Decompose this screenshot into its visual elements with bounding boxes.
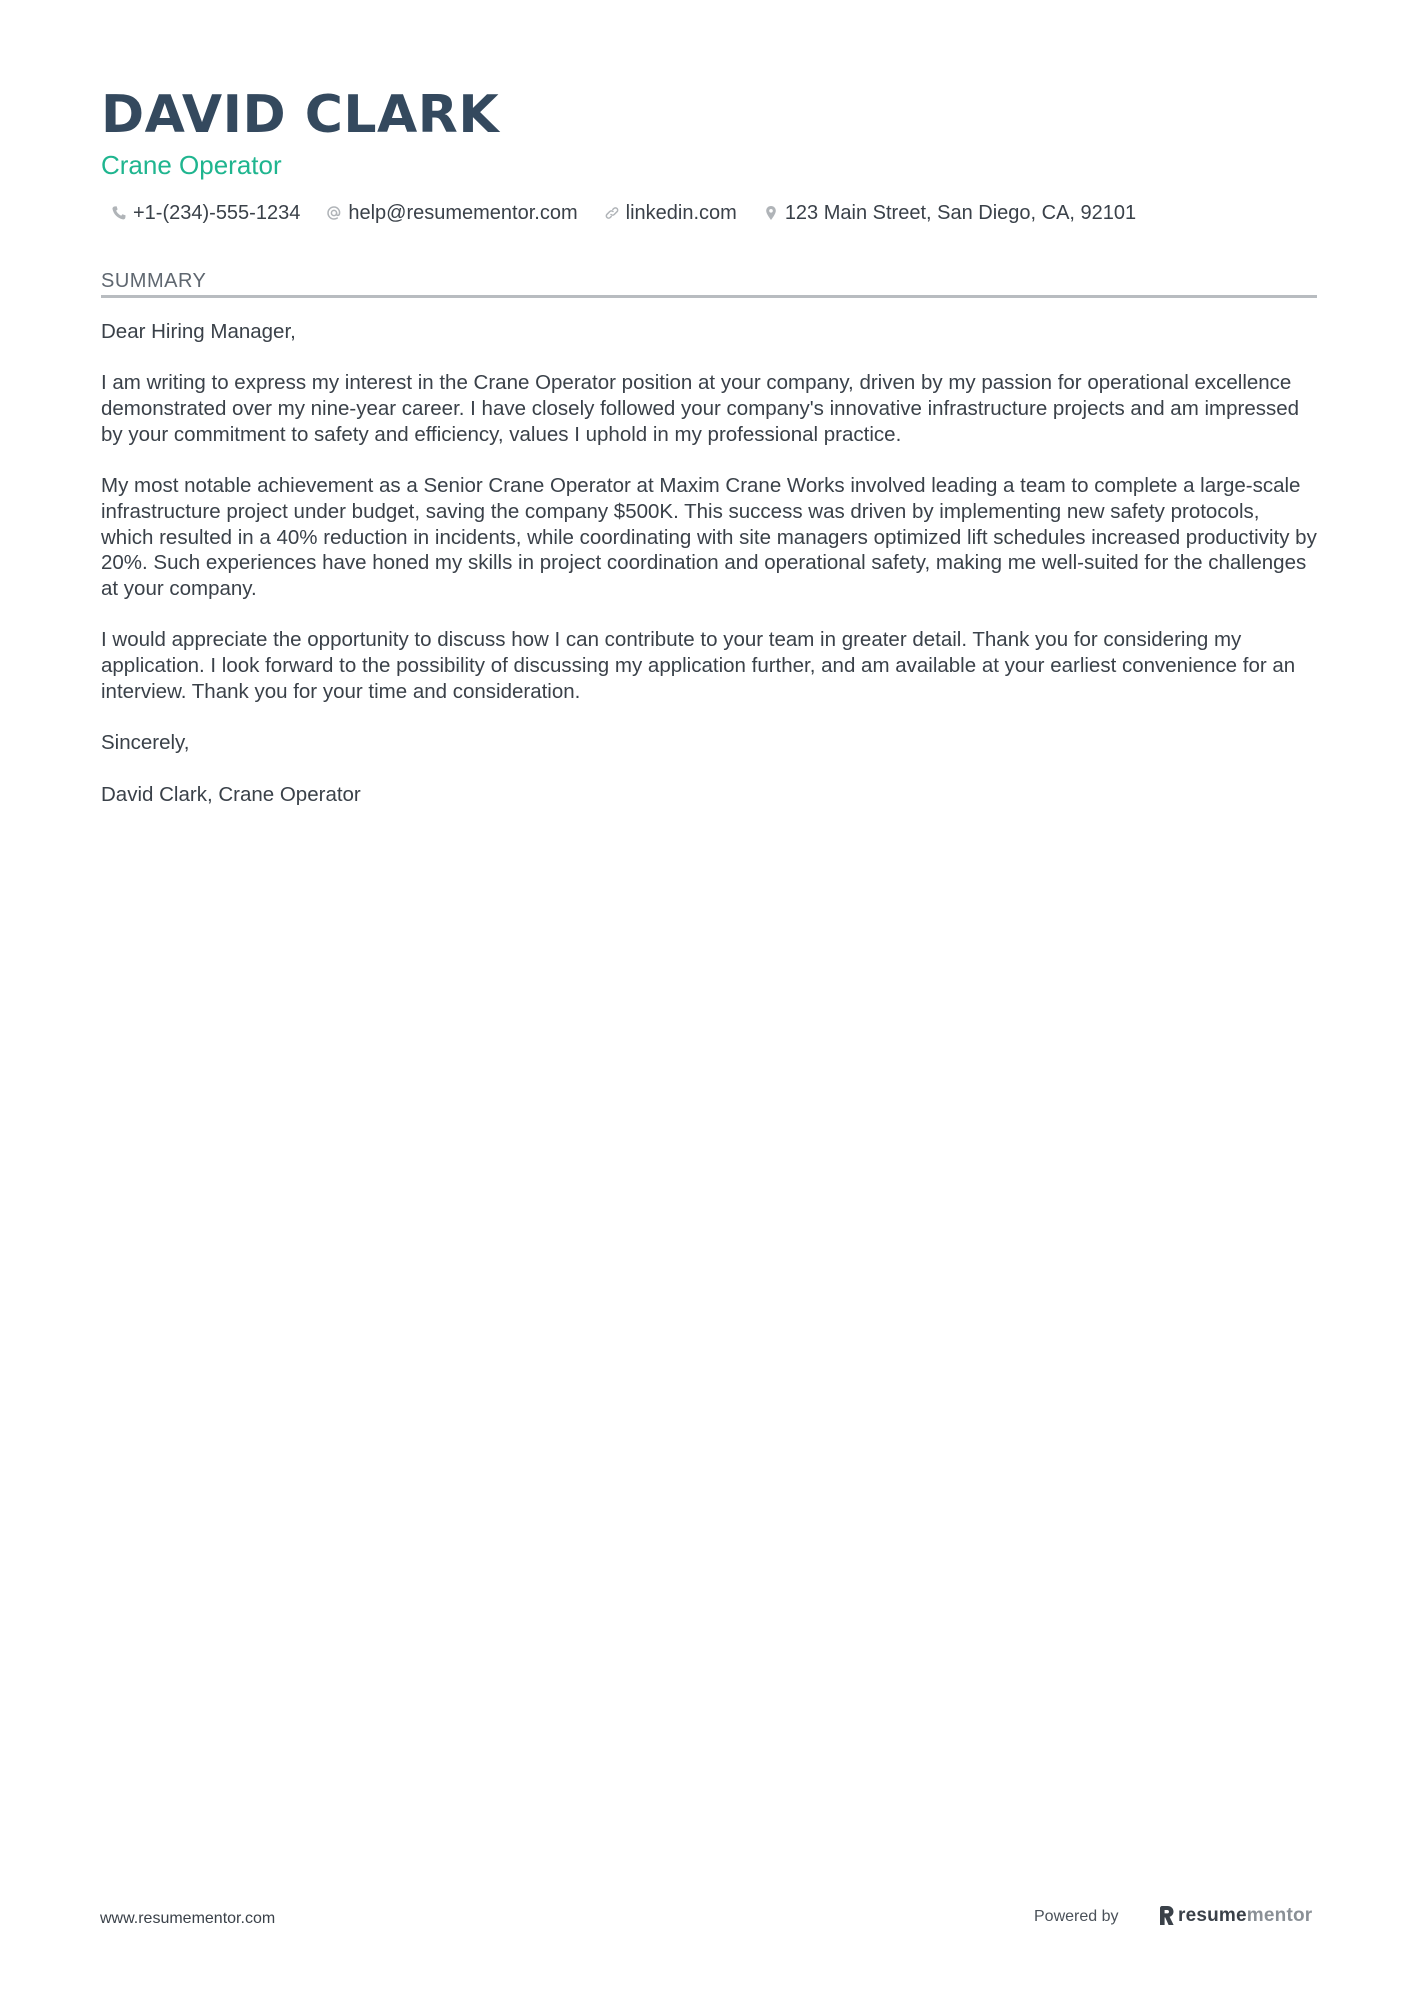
letter-paragraph: I would appreciate the opportunity to discuss how I can contribute to your team in greater detail. Thank you for considering my application. I look forward to the possibility of discussing my application further, and am available at your earliest convenience for an interview. Thank you for your time and consideration. bbox=[101, 628, 1296, 703]
resumementor-logo-icon bbox=[1158, 1905, 1175, 1927]
phone-icon bbox=[111, 205, 127, 221]
closing: Sincerely, bbox=[101, 731, 190, 755]
location-pin-icon bbox=[763, 205, 779, 221]
signature: David Clark, Crane Operator bbox=[101, 782, 361, 806]
brand-text-mentor: mentor bbox=[1246, 1905, 1313, 1926]
brand-text-resume: resume bbox=[1178, 1905, 1247, 1926]
contact-email bbox=[326, 202, 577, 225]
applicant-role: Crane Operator bbox=[101, 150, 282, 180]
at-icon bbox=[326, 205, 342, 221]
letter-body bbox=[101, 319, 1317, 833]
contact-linkedin-text[interactable]: linkedin.com bbox=[625, 201, 737, 224]
footer-url[interactable]: www.resumementor.com bbox=[100, 1910, 276, 1927]
contact-address-text: 123 Main Street, San Diego, CA, 92101 bbox=[784, 201, 1137, 224]
cover-letter-page bbox=[101, 0, 1317, 1995]
letter-paragraph: I am writing to express my interest in the Crane Operator position at your company, driven by my passion for operational excellence demonstrated over my nine-year career. I have closely followed your company's innovative infrastructure projects and am impressed by your commitment to safety and efficiency, values I uphold in my professional practice. bbox=[101, 371, 1300, 446]
contact-phone-text[interactable]: +1-(234)-555-1234 bbox=[133, 201, 301, 224]
contact-address bbox=[763, 202, 1136, 225]
resumementor-logo-text bbox=[1178, 1905, 1312, 1927]
powered-by-label: Powered by bbox=[1034, 1908, 1119, 1925]
applicant-name: DAVID CLARK bbox=[101, 85, 500, 145]
letter-paragraph: My most notable achievement as a Senior Crane Operator at Maxim Crane Works involved leading a team to complete a large-scale infrastructure project under budget, saving the company $500K. This success was driven by implementing new safety protocols, which resulted in a 40% reduction in incidents, while coordinating with site managers optimized lift schedules increased productivity by 20%. Such experiences have honed my skills in project coordination and operational safety, making me well-suited for the challenges at your company. bbox=[101, 474, 1317, 600]
contact-bar bbox=[111, 198, 1162, 228]
resumementor-logo[interactable] bbox=[1158, 1905, 1312, 1927]
link-icon bbox=[604, 205, 620, 221]
summary-divider bbox=[101, 295, 1317, 298]
contact-linkedin bbox=[604, 202, 737, 225]
contact-email-text[interactable]: help@resumementor.com bbox=[348, 201, 578, 224]
contact-phone bbox=[111, 202, 300, 225]
summary-heading: SUMMARY bbox=[101, 270, 207, 292]
salutation: Dear Hiring Manager, bbox=[101, 320, 296, 343]
